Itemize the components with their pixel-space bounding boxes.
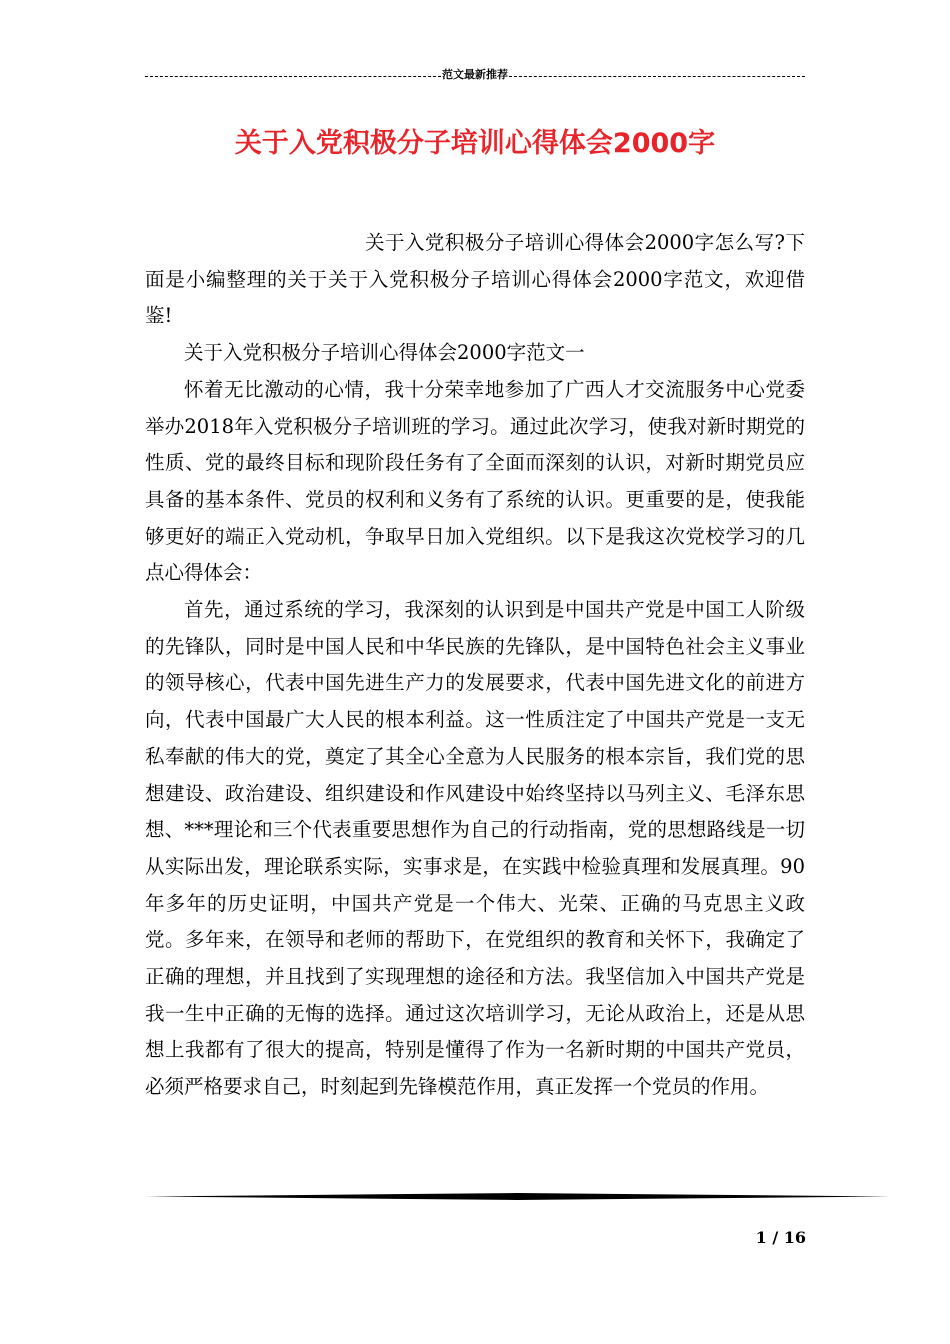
page-header xyxy=(145,68,805,82)
page-number: 1 / 16 xyxy=(755,1228,806,1247)
section-heading: 关于入党积极分子培训心得体会2000字范文一 xyxy=(184,341,585,365)
header-dash-right xyxy=(509,76,805,77)
header-dash-left xyxy=(145,76,441,77)
document-body xyxy=(145,225,805,1106)
document-title: 关于入党积极分子培训心得体会2000字 xyxy=(234,128,716,159)
footer-rule xyxy=(145,1193,890,1200)
intro-paragraph: 关于入党积极分子培训心得体会2000字怎么写?下面是小编整理的关于关于入党积极分子培训心得体会2000字范文，欢迎借鉴! xyxy=(145,231,805,328)
header-label: 范文最新推荐 xyxy=(442,68,508,81)
body-paragraph: 首先，通过系统的学习，我深刻的认识到是中国共产党是中国工人阶级的先锋队，同时是中国人民和中华民族的先锋队，是中国特色社会主义事业的领导核心，代表中国先进生产力的发展要求，代表中国先进文化的前进方向，代表中国最广大人民的根本利益。这一性质注定了中国共产党是一支无私奉献的伟大的党，奠定了其全心全意为人民服务的根本宗旨，我们党的思想建设、政治建设、组织建设和作风建设中始终坚持以马列主义、毛泽东思想、***理论和三个代表重要思想作为自己的行动指南，党的思想路线是一切从实际出发，理论联系实际，实事求是，在实践中检验真理和发展真理。90年多年的历史证明，中国共产党是一个伟大、光荣、正确的马克思主义政党。多年来，在领导和老师的帮助下，在党组织的教育和关怀下，我确定了正确的理想，并且找到了实现理想的途径和方法。我坚信加入中国共产党是我一生中正确的无悔的选择。通过这次培训学习，无论从政治上，还是从思想上我都有了很大的提高，特别是懂得了作为一名新时期的中国共产党员，必须严格要求自己，时刻起到先锋模范作用，真正发挥一个党员的作用。 xyxy=(145,598,805,1099)
body-paragraph: 怀着无比激动的心情，我十分荣幸地参加了广西人才交流服务中心党委举办2018年入党积极分子培训班的学习。通过此次学习，使我对新时期党的性质、党的最终目标和现阶段任务有了全面而深刻的认识，对新时期党员应具备的基本条件、党员的权利和义务有了系统的认识。更重要的是，使我能够更好的端正入党动机，争取早日加入党组织。以下是我这次党校学习的几点心得体会： xyxy=(145,377,805,585)
